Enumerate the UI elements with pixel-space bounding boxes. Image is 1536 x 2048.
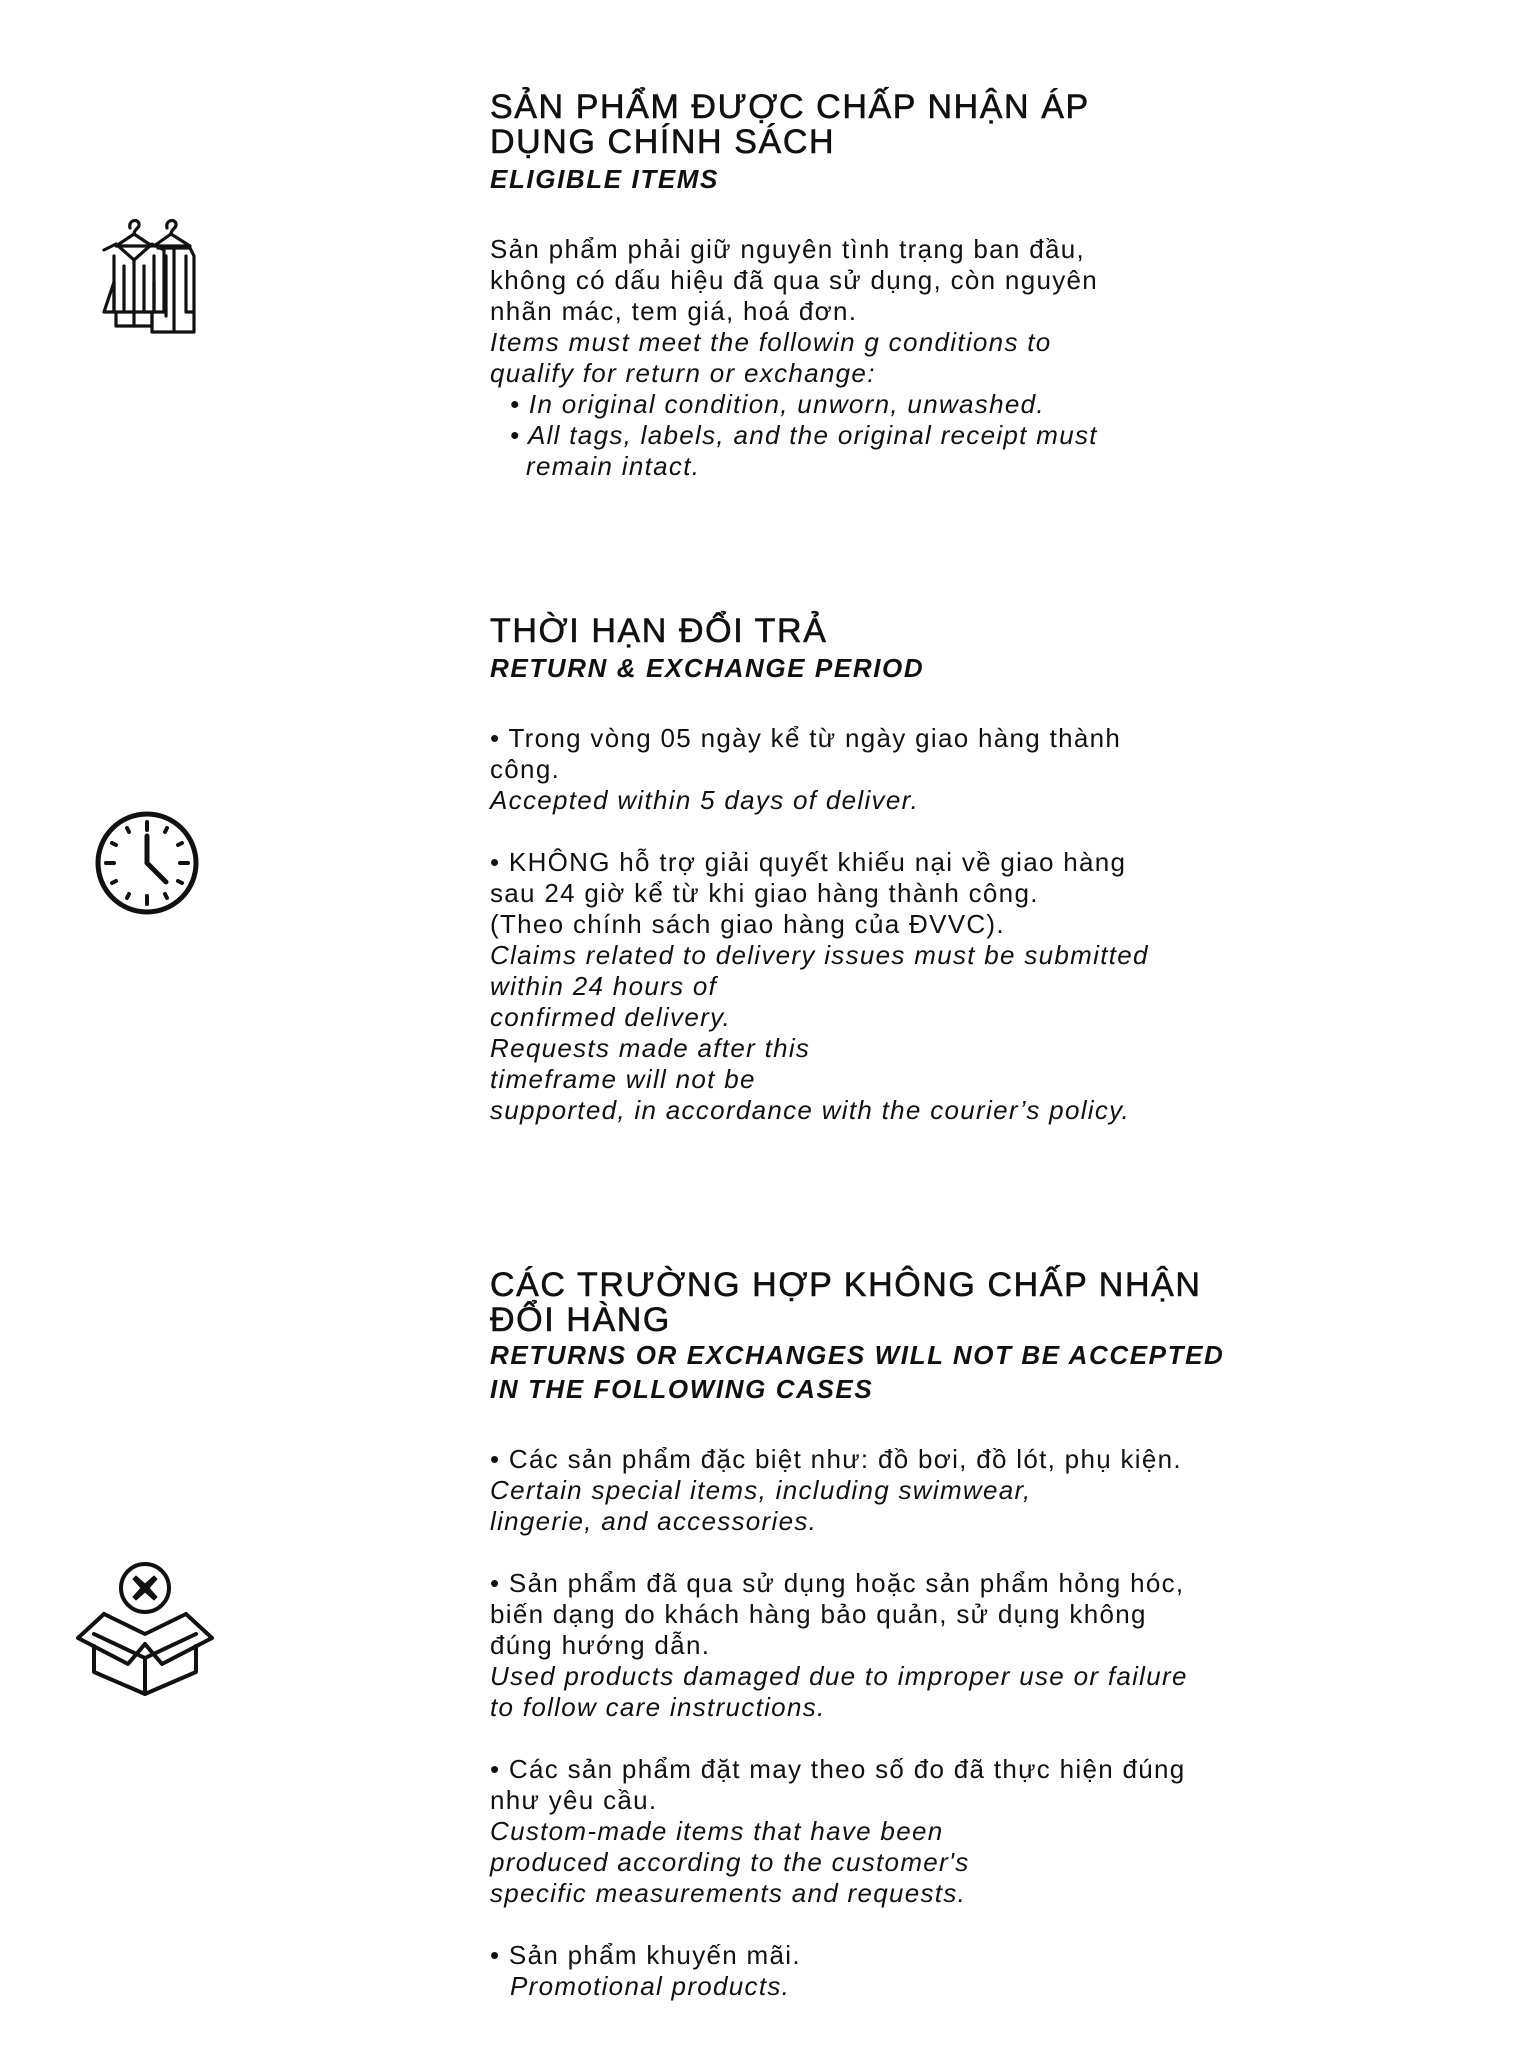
return-period-content <box>490 614 1350 1126</box>
eligible-bullet-2-cont: remain intact. <box>526 451 701 481</box>
section-title-en: RETURN & EXCHANGE PERIOD <box>490 653 925 683</box>
period-item-1-en: Accepted within 5 days of deliver. <box>490 785 920 815</box>
section-title-en: ELIGIBLE ITEMS <box>490 164 719 194</box>
period-item-2-vi: • KHÔNG hỗ trợ giải quyết khiếu nại về giao hàng sau 24 giờ kể từ khi giao hàng thành công. (Theo chính sách giao hàng của ĐVVC). <box>490 847 1127 939</box>
eligible-body-en: Items must meet the followin g conditions to qualify for return or exchange: <box>490 327 1052 388</box>
clock-icon <box>94 810 200 916</box>
eligible-body-vi: Sản phẩm phải giữ nguyên tình trạng ban đầu, không có dấu hiệu đã qua sử dụng, còn nguyên nhãn mác, tem giá, hoá đơn. <box>490 234 1099 326</box>
not-accepted-content <box>490 1268 1350 2002</box>
eligible-bullet-2: • All tags, labels, and the original receipt must <box>510 420 1098 450</box>
eligible-bullet-1: • In original condition, unworn, unwashed. <box>510 389 1045 419</box>
not-accepted-item-2-vi: • Sản phẩm đã qua sử dụng hoặc sản phẩm hỏng hóc, biến dạng do khách hàng bảo quản, sử dụng không đúng hướng dẫn. <box>490 1568 1185 1660</box>
clothes-hanger-icon <box>94 216 200 336</box>
section-title-en: RETURNS OR EXCHANGES WILL NOT BE ACCEPTED IN THE FOLLOWING CASES <box>490 1340 1225 1404</box>
period-item-1-vi: • Trong vòng 05 ngày kể từ ngày giao hàng thành công. <box>490 723 1122 784</box>
not-accepted-item-2-en: Used products damaged due to improper use or failure to follow care instructions. <box>490 1661 1188 1722</box>
not-accepted-item-3-en: Custom-made items that have been produced according to the customer's specific measurements and requests. <box>490 1816 970 1908</box>
not-accepted-item-3-vi: • Các sản phẩm đặt may theo số đo đã thực hiện đúng như yêu cầu. <box>490 1754 1186 1815</box>
not-accepted-item-1-vi: • Các sản phẩm đặc biệt như: đồ bơi, đồ lót, phụ kiện. <box>490 1444 1182 1474</box>
section-title-vi: SẢN PHẨM ĐƯỢC CHẤP NHẬN ÁP DỤNG CHÍNH SÁCH <box>490 88 1090 161</box>
not-accepted-item-1-en: Certain special items, including swimwear, lingerie, and accessories. <box>490 1475 1032 1536</box>
not-accepted-item-4-vi: • Sản phẩm khuyến mãi. <box>490 1940 801 1970</box>
section-title-vi: THỜI HẠN ĐỔI TRẢ <box>490 612 828 650</box>
section-title-vi: CÁC TRƯỜNG HỢP KHÔNG CHẤP NHẬN ĐỔI HÀNG <box>490 1266 1202 1339</box>
box-cancel-icon <box>74 1560 216 1696</box>
eligible-items-content <box>490 90 1350 482</box>
not-accepted-item-4-en: Promotional products. <box>510 1971 791 2001</box>
period-item-2-en: Claims related to delivery issues must be submitted within 24 hours of confirmed delivery. Requests made after this timeframe will not be supported, in accordance with the courier’s policy. <box>490 940 1149 1125</box>
